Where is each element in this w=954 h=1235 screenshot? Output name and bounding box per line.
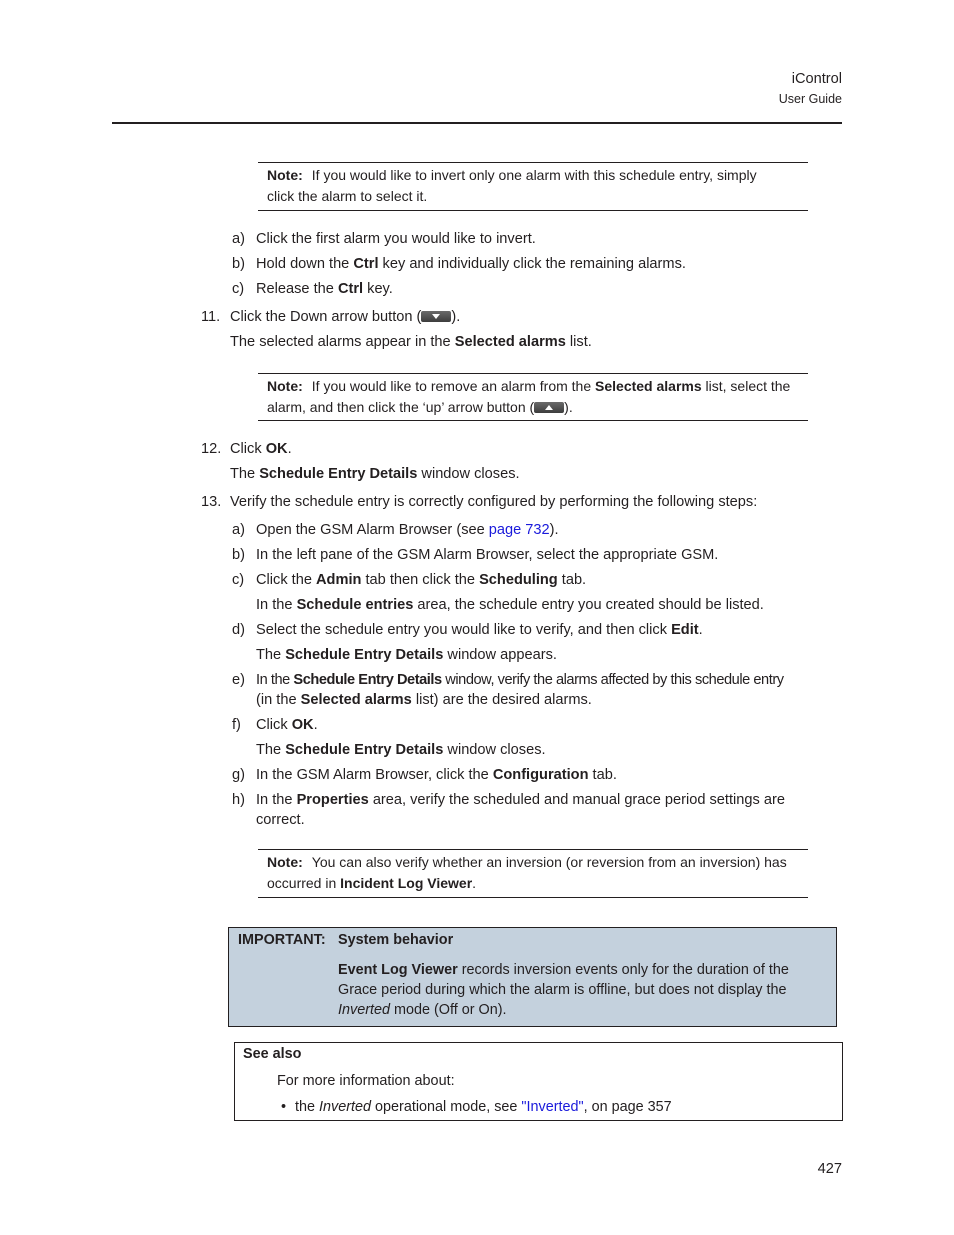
list-marker: c) [232, 281, 245, 297]
step-text: Verify the schedule entry is correctly configured by performing the following steps: [230, 494, 758, 510]
list-item: In the left pane of the GSM Alarm Browser, select the appropriate GSM. [256, 547, 719, 563]
list-item: Release the Ctrl key. [256, 281, 393, 297]
page-number: 427 [817, 1161, 842, 1177]
step-text: Click the Down arrow button ( ). [230, 309, 461, 325]
list-marker: h) [232, 792, 245, 808]
note-label: Note: [267, 854, 303, 870]
list-marker: e) [232, 672, 245, 688]
list-item: Open the GSM Alarm Browser (see page 732). [256, 522, 559, 538]
note-incident-log: Note: You can also verify whether an inversion (or reversion from an inversion) has occurred in Incident Log Viewer. [258, 849, 808, 898]
list-item: correct. [256, 812, 305, 828]
important-title: System behavior [338, 932, 454, 948]
note-remove-alarm: Note: If you would like to remove an alarm from the Selected alarms list, select the alarm, and then click the ‘up’ arrow button ( ). [258, 373, 808, 421]
list-item-result: In the Schedule entries area, the schedule entry you created should be listed. [256, 597, 764, 613]
list-item: Hold down the Ctrl key and individually click the remaining alarms. [256, 256, 686, 272]
header-rule [112, 122, 842, 124]
list-marker: b) [232, 547, 245, 563]
see-also-intro: For more information about: [277, 1073, 455, 1089]
note-invert-one-alarm [258, 162, 808, 211]
list-item: In the Properties area, verify the scheduled and manual grace period settings are [256, 792, 785, 808]
list-item: (in the Selected alarms list) are the desired alarms. [256, 692, 592, 708]
step-text: Click OK. [230, 441, 292, 457]
down-arrow-button-icon [421, 311, 451, 322]
step-result: The selected alarms appear in the Selected alarms list. [230, 334, 592, 350]
step-number: 13. [201, 494, 222, 510]
note-text: click the alarm to select it. [267, 187, 428, 204]
list-item: Click the first alarm you would like to invert. [256, 231, 536, 247]
up-arrow-button-icon [534, 402, 564, 413]
see-also-box [234, 1042, 843, 1121]
list-marker: a) [232, 522, 245, 538]
list-item: Click the Admin tab then click the Scheduling tab. [256, 572, 587, 588]
list-item: Select the schedule entry you would like to verify, and then click Edit. [256, 622, 703, 638]
important-box [228, 927, 837, 1027]
list-item: In the Schedule Entry Details window, verify the alarms affected by this schedule entry [256, 672, 784, 688]
list-marker: a) [232, 231, 245, 247]
list-item: Click OK. [256, 717, 318, 733]
step-number: 11. [201, 309, 221, 325]
list-marker: d) [232, 622, 245, 638]
step-number: 12. [201, 441, 222, 457]
list-item-result: The Schedule Entry Details window appears. [256, 647, 557, 663]
note-label: Note: [267, 378, 303, 394]
important-body: Event Log Viewer records inversion events only for the duration of the Grace period during which the alarm is offline, but does not display the Inverted mode (Off or On). [338, 962, 789, 1018]
list-item-result: The Schedule Entry Details window closes. [256, 742, 546, 758]
header-subtitle: User Guide [778, 92, 842, 106]
step-result: The Schedule Entry Details window closes. [230, 466, 520, 482]
list-marker: c) [232, 572, 245, 588]
list-marker: f) [232, 717, 241, 733]
note-label: Note: [267, 167, 303, 183]
list-item: In the GSM Alarm Browser, click the Configuration tab. [256, 767, 617, 783]
bullet: • [281, 1099, 287, 1115]
page-732-link[interactable]: page 732 [488, 522, 550, 538]
important-label: IMPORTANT: [238, 932, 326, 948]
list-marker: g) [232, 767, 245, 783]
header-title: iControl [791, 71, 842, 87]
note-text: If you would like to invert only one alarm with this schedule entry, simply [311, 167, 757, 183]
see-also-title: See also [243, 1046, 302, 1062]
list-marker: b) [232, 256, 245, 272]
inverted-link[interactable]: "Inverted" [521, 1099, 584, 1115]
see-also-item: the Inverted operational mode, see "Inverted", on page 357 [295, 1099, 672, 1115]
